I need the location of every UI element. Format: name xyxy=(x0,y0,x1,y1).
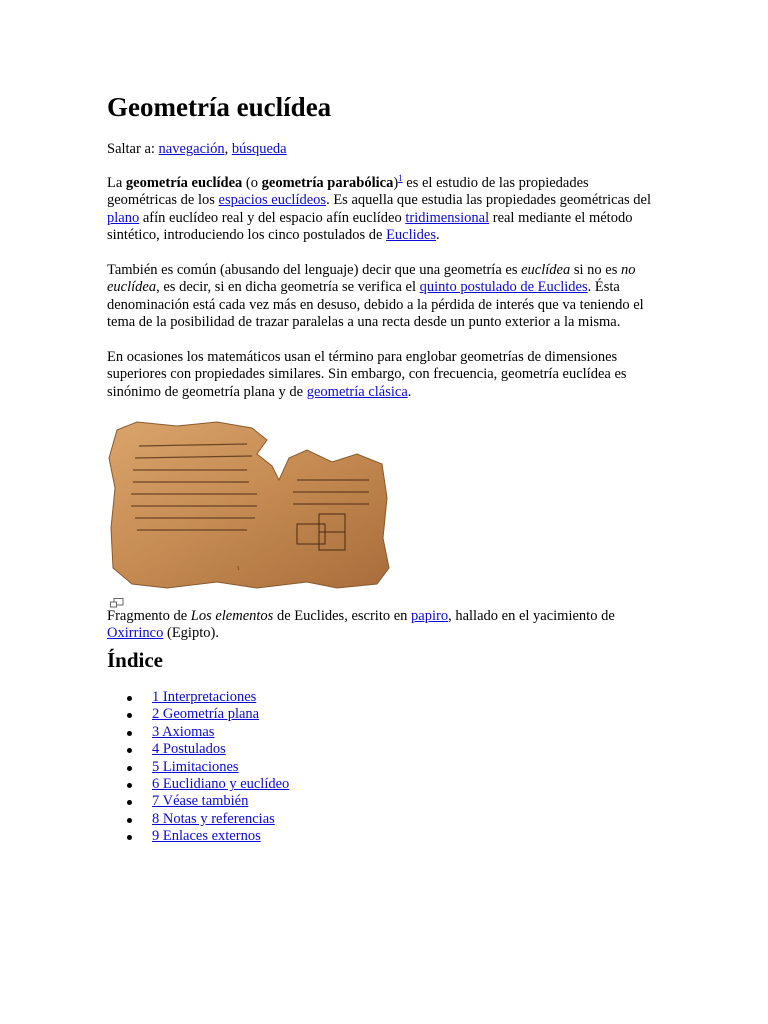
classical-geometry-link[interactable]: geometría clásica xyxy=(306,383,408,400)
toc-item xyxy=(107,759,289,776)
bold-term-alt: geometría parabólica xyxy=(261,175,394,191)
text: La xyxy=(107,175,126,191)
toc-link[interactable]: 2 Geometría plana xyxy=(152,706,260,723)
text: También es común (abusando del lenguaje) decir que una geometría es xyxy=(107,262,522,278)
jump-separator: , xyxy=(224,141,229,157)
oxyrhynchus-link[interactable]: Oxirrinco xyxy=(107,625,164,642)
italic-term: euclídea xyxy=(521,262,571,278)
jump-to-links xyxy=(107,141,287,158)
text: , hallado en el yacimiento de xyxy=(448,608,615,624)
toc-item xyxy=(107,689,289,706)
text: En ocasiones los matemáticos usan el término para englobar geometrías de dimensiones superiores con propiedades similares. Sin embargo, con frecuencia, geometría euclídea es sinónimo de geometría plana y de xyxy=(107,349,627,400)
bullet-icon xyxy=(127,800,132,805)
bullet-icon xyxy=(127,783,132,788)
text: ) xyxy=(393,175,399,191)
bullet-icon xyxy=(127,731,132,736)
bullet-icon xyxy=(127,766,132,771)
text: . Ésta denominación está cada vez más en desuso, debido a la pérdida de interés que va teniendo el tema de la posibilidad de trazar paralelas a una recta desde un punto exterior a la misma. xyxy=(107,279,644,331)
text: real mediante el método sintético, introduciendo los cinco postulados de xyxy=(107,209,633,244)
toc-link[interactable]: 6 Euclidiano y euclídeo xyxy=(152,775,290,792)
text: (Egipto). xyxy=(163,625,219,642)
toc-item xyxy=(107,828,289,845)
bullet-icon xyxy=(127,713,132,718)
fifth-postulate-link[interactable]: quinto postulado de Euclides xyxy=(419,279,588,296)
enlarge-icon[interactable] xyxy=(110,598,124,608)
search-link[interactable]: búsqueda xyxy=(231,141,287,157)
toc-link[interactable]: 7 Véase también xyxy=(152,793,249,810)
bullet-icon xyxy=(127,818,132,823)
third-paragraph xyxy=(107,349,652,401)
euclidean-spaces-link[interactable]: espacios euclídeos xyxy=(218,192,327,209)
toc-item xyxy=(107,724,289,741)
text: . xyxy=(436,227,440,244)
svg-text:ι: ι xyxy=(237,564,240,572)
toc-link[interactable]: 9 Enlaces externos xyxy=(152,828,261,845)
text: . xyxy=(407,383,412,400)
page-title: Geometría euclídea xyxy=(107,92,332,122)
text: Fragmento de xyxy=(107,608,191,624)
bullet-icon xyxy=(127,748,132,753)
euclid-link[interactable]: Euclides xyxy=(386,227,437,244)
papyrus-fragment-illustration xyxy=(107,418,392,593)
second-paragraph xyxy=(107,262,652,332)
toc-item xyxy=(107,776,289,793)
jump-prefix: Saltar a: xyxy=(107,141,155,157)
bullet-icon xyxy=(127,835,132,840)
toc-item xyxy=(107,811,289,828)
text: , es decir, si en dicha geometría se verifica el xyxy=(156,279,420,296)
toc-item xyxy=(107,741,289,758)
italic-term: no euclídea xyxy=(107,262,636,296)
image-caption xyxy=(107,608,652,643)
reference-link[interactable]: 1 xyxy=(398,173,403,183)
toc-item xyxy=(107,793,289,810)
text: afín euclídeo real y del espacio afín euclídeo xyxy=(139,209,406,226)
papyrus-image[interactable] xyxy=(107,418,392,593)
text: . Es aquella que estudia las propiedades geométricas del xyxy=(326,192,651,209)
italic-term: Los elementos xyxy=(190,608,274,624)
three-dimensional-link[interactable]: tridimensional xyxy=(405,209,490,226)
toc-link[interactable]: 3 Axiomas xyxy=(152,723,215,740)
toc-item xyxy=(107,706,289,723)
text: de Euclides, escrito en xyxy=(273,608,412,624)
text: (o xyxy=(242,175,262,191)
intro-paragraph xyxy=(107,175,652,245)
papyrus-link[interactable]: papiro xyxy=(411,608,449,624)
toc-link[interactable]: 5 Limitaciones xyxy=(152,758,239,775)
bullet-icon xyxy=(127,696,132,701)
toc-link[interactable]: 1 Interpretaciones xyxy=(152,689,257,705)
navigation-link[interactable]: navegación xyxy=(158,141,225,157)
toc-heading: Índice xyxy=(107,648,164,672)
text: si no es xyxy=(570,262,621,278)
bold-term: geometría euclídea xyxy=(125,175,243,191)
toc-link[interactable]: 8 Notas y referencias xyxy=(152,810,275,827)
plane-link[interactable]: plano xyxy=(107,209,140,226)
text: es el estudio de las propiedades geométricas de los xyxy=(107,175,589,209)
table-of-contents xyxy=(107,689,289,846)
toc-link[interactable]: 4 Postulados xyxy=(152,741,226,758)
